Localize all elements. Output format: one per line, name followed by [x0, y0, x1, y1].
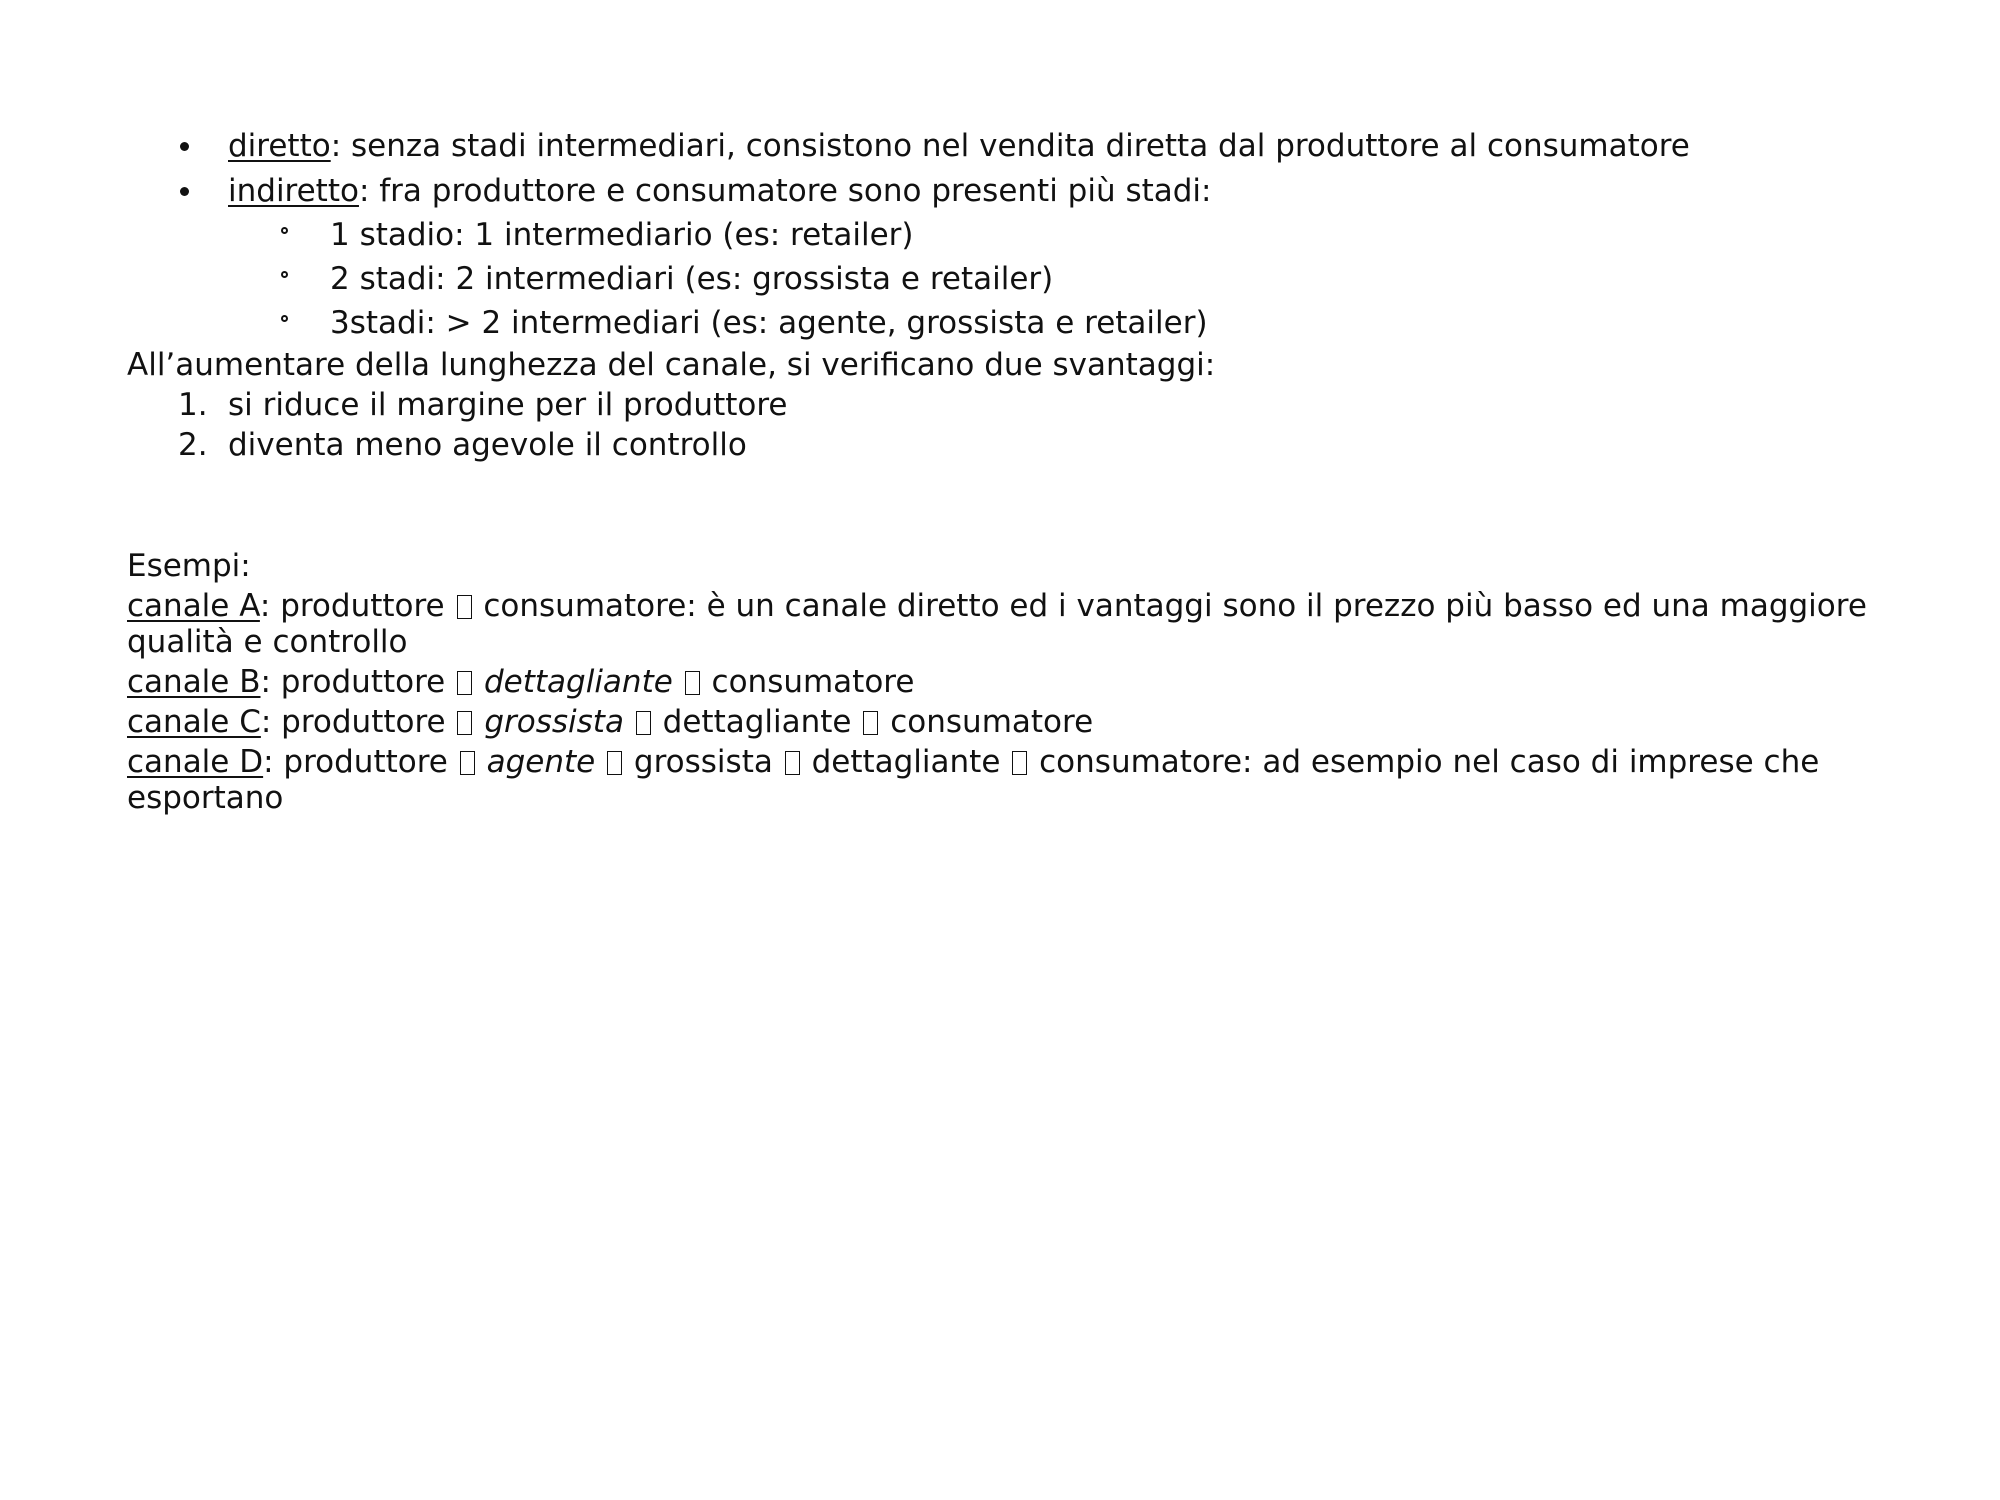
definition-indiretto: : fra produttore e consumatore sono presenti più stadi: [358, 173, 1212, 209]
missing-glyph-arrow-icon [1012, 751, 1027, 775]
sub-item: 2 stadi: 2 intermediari (es: grossista e retailer) [330, 261, 1054, 297]
disadvantage-item: diventa meno agevole il controllo [228, 427, 747, 463]
definition-diretto: : senza stadi intermediari, consistono nel vendita diretta dal produttore al consumatore [330, 128, 1690, 164]
missing-glyph-arrow-icon [685, 671, 700, 695]
missing-glyph-arrow-icon [460, 751, 475, 775]
missing-glyph-arrow-icon [863, 711, 878, 735]
missing-glyph-arrow-icon [457, 595, 472, 619]
missing-glyph-arrow-icon [785, 751, 800, 775]
missing-glyph-arrow-icon [607, 751, 622, 775]
missing-glyph-arrow-icon [636, 711, 651, 735]
example-label: canale A [127, 588, 260, 624]
disadvantage-item: si riduce il margine per il produttore [228, 387, 788, 423]
example-label: canale B [127, 664, 261, 700]
example-canale-d: canale D: produttore agente grossista dettagliante consumatore: ad esempio nel caso di imprese che [127, 744, 1820, 780]
term-diretto: diretto [228, 128, 331, 164]
bullet-dot-icon [180, 142, 189, 151]
list-number: 1. [178, 387, 208, 423]
bullet-ring-icon [281, 227, 288, 234]
sub-item: 3stadi: > 2 intermediari (es: agente, grossista e retailer) [330, 305, 1208, 341]
example-canale-c: canale C: produttore grossista dettagliante consumatore [127, 704, 1094, 740]
example-label: canale C [127, 704, 261, 740]
example-canale-b: canale B: produttore dettagliante consumatore [127, 664, 915, 700]
term-indiretto: indiretto [228, 173, 359, 209]
bullet-ring-icon [281, 315, 288, 322]
missing-glyph-arrow-icon [457, 711, 472, 735]
list-item-diretto [228, 128, 1690, 164]
example-label: canale D [127, 744, 264, 780]
sub-item: 1 stadio: 1 intermediario (es: retailer) [330, 217, 914, 253]
bullet-dot-icon [180, 187, 189, 196]
list-item-indiretto [228, 173, 1211, 209]
example-canale-a: canale A: produttore consumatore: è un canale diretto ed i vantaggi sono il prezzo più basso ed una maggiore [127, 588, 1867, 624]
bullet-ring-icon [281, 271, 288, 278]
missing-glyph-arrow-icon [457, 671, 472, 695]
disadvantages-intro: All’aumentare della lunghezza del canale, si verificano due svantaggi: [127, 347, 1216, 383]
example-canale-a-continued: qualità e controllo [127, 624, 408, 660]
list-number: 2. [178, 427, 208, 463]
example-canale-d-continued: esportano [127, 780, 284, 816]
examples-heading: Esempi: [127, 548, 251, 584]
